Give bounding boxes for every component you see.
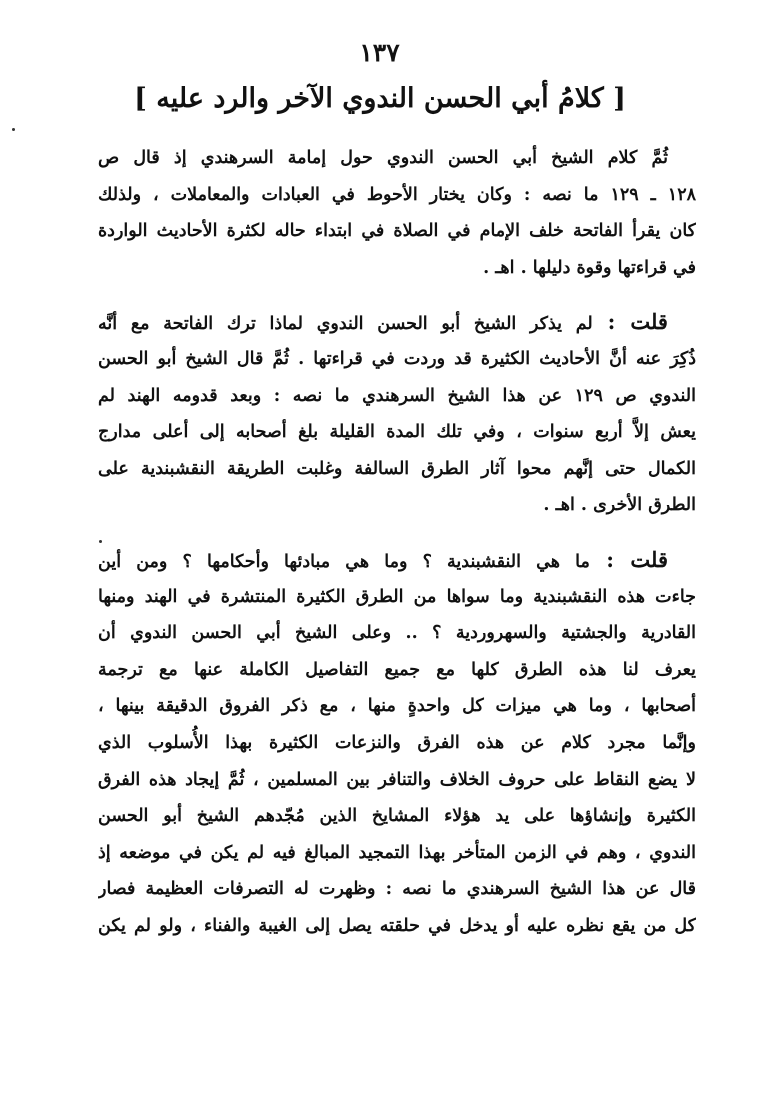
section-heading: [ كلامُ أبي الحسن الندوي الآخر والرد عليه ] (134, 83, 626, 114)
line-text: ما هي النقشبندية ؟ وما هي مبادئها وأحكامها ؟ ومن أين (98, 551, 590, 572)
line-text: لا يضع النقاط على حروف الخلاف والتنافر بين المسلمين ، ثُمَّ إيجاد هذه الفرق (98, 769, 696, 790)
paragraph (98, 304, 696, 524)
line-text: ثُمَّ كلام الشيخ أبي الحسن الندوي حول إمامة السرهندي إذ قال ص (98, 148, 668, 168)
text-line (98, 213, 696, 250)
scan-speck (12, 128, 15, 131)
line-text: الكثيرة وإنشاؤها على يد هؤلاء المشايخ الذين مُجّدهم الشيخ أبو الحسن (98, 806, 696, 827)
text-line (98, 378, 696, 415)
line-text: الطرق الأخرى . اهـ . (543, 495, 696, 516)
text-line (98, 487, 696, 524)
qult-label: قلت : (589, 546, 668, 572)
text-line (98, 451, 696, 488)
line-text: كل من يقع نظره عليه أو يدخل في حلقته يصل إلى الغيبة والفناء ، ولو لم يكن (98, 915, 696, 936)
text-line (98, 652, 696, 689)
text-line (98, 835, 696, 872)
text-line (98, 908, 696, 945)
text-line (98, 725, 696, 762)
line-text: قال عن هذا الشيخ السرهندي ما نصه : وظهرت له التصرفات العظيمة فصار (98, 879, 696, 900)
page-number: ١٣٧ (359, 38, 400, 67)
line-text: أصحابها ، وما هي ميزات كل واحدةٍ منها ، مع ذكر الفروق الدقيقة بينها ، (98, 696, 696, 717)
line-text: ١٢٨ ـ ١٢٩ ما نصه : وكان يختار الأحوط في العبادات والمعاملات ، ولذلك (98, 184, 696, 205)
line-text: الكمال حتى إنَّهم محوا آثار الطرق السالفة وغلبت الطريقة النقشبندية على (98, 458, 696, 479)
line-text: يعرف لنا هذه الطرق كلها مع جميع التفاصيل الكاملة عنها مع ترجمة (98, 659, 696, 680)
text-line (98, 341, 696, 378)
line-text: الندوي ، وهم في الزمن المتأخر بهذا التمجيد المبالغ فيه لم يكن في موضعه إذ (98, 842, 696, 863)
text-line (98, 871, 696, 908)
body-text (98, 140, 696, 962)
text-line (98, 304, 696, 341)
line-text: كان يقرأ الفاتحة خلف الإمام في الصلاة في ابتداء حاله لكثرة الأحاديث الواردة (98, 221, 696, 242)
line-text: القادرية والجشتية والسهروردية ؟ .. وعلى الشيخ أبي الحسن الندوي أن (98, 623, 696, 644)
scan-speck (99, 540, 102, 543)
line-text: لم يذكر الشيخ أبو الحسن الندوي لماذا ترك الفاتحة مع أنَّه (98, 314, 593, 335)
line-text: يعش إلاَّ أربع سنوات ، وفي تلك المدة القليلة بلغ أصحابه إلى أعلى مدارج (98, 422, 696, 443)
text-line (98, 414, 696, 451)
text-line (98, 250, 696, 287)
text-line (98, 688, 696, 725)
paragraph (98, 140, 696, 286)
line-text: الندوي ص ١٢٩ عن هذا الشيخ السرهندي ما نصه : وبعد قدومه الهند لم (98, 385, 696, 406)
line-text: ذُكِرَ عنه أنَّ الأحاديث الكثيرة قد وردت في قراءتها . ثُمَّ قال الشيخ أبو الحسن (98, 348, 696, 369)
text-line (98, 140, 696, 177)
paragraph (98, 542, 696, 945)
text-line (98, 542, 696, 579)
line-text: وإنَّما مجرد كلام عن هذه الفرق والنزعات الكثيرة بهذا الأُسلوب الذي (98, 732, 696, 753)
text-line (98, 615, 696, 652)
line-text: في قراءتها وقوة دليلها . اهـ . (483, 257, 696, 278)
line-text: جاءت هذه النقشبندية وما سواها من الطرق الكثيرة المنتشرة في الهند ومنها (98, 586, 696, 607)
qult-label: قلت : (592, 309, 668, 335)
text-line (98, 762, 696, 799)
text-line (98, 177, 696, 214)
text-line (98, 798, 696, 835)
text-line (98, 579, 696, 616)
